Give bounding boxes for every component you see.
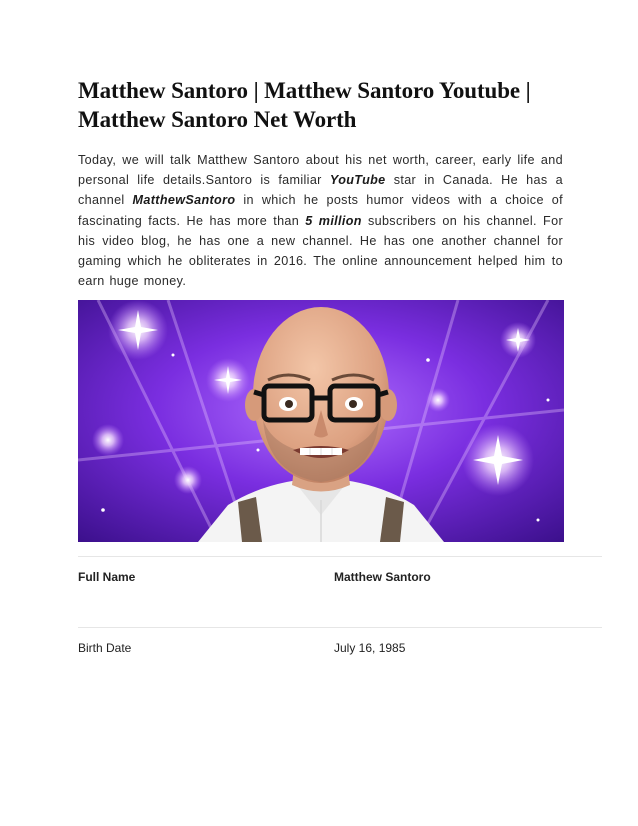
row-label-full-name: Full Name: [78, 570, 136, 584]
paragraph-text-1: Today, we will talk Matthew Santoro about his net worth, career, early life and personal life details.Santoro is familiar: [78, 153, 563, 188]
profile-table: [78, 556, 602, 698]
youtube-emphasis: YouTube: [329, 173, 386, 188]
row-value-birth-date: July 16, 1985: [334, 641, 406, 655]
paragraph-text-3: in which he posts humor videos with a choice of fascinating facts. He has more than: [78, 193, 563, 228]
table-row: [78, 627, 602, 698]
hero-illustration: [78, 300, 564, 542]
row-label-birth-date: Birth Date: [78, 641, 132, 655]
subscriber-count-emphasis: 5 million: [305, 213, 362, 228]
table-row: [78, 556, 602, 627]
paragraph-text-2: star in Canada. He has a channel: [78, 173, 564, 208]
paragraph-text-4: subscribers on his channel. For his video blog, he has one a new channel. He has one another channel for gaming which he obliterates in 2016. The online announcement helped him to earn huge money.: [78, 213, 563, 289]
article-title: Matthew Santoro | Matthew Santoro Youtube | Matthew Santoro Net Worth: [78, 78, 531, 132]
hero-image: [78, 300, 564, 542]
article-paragraph: [78, 150, 563, 291]
row-value-full-name: Matthew Santoro: [334, 570, 431, 584]
channel-name-emphasis: MatthewSantoro: [132, 193, 236, 208]
